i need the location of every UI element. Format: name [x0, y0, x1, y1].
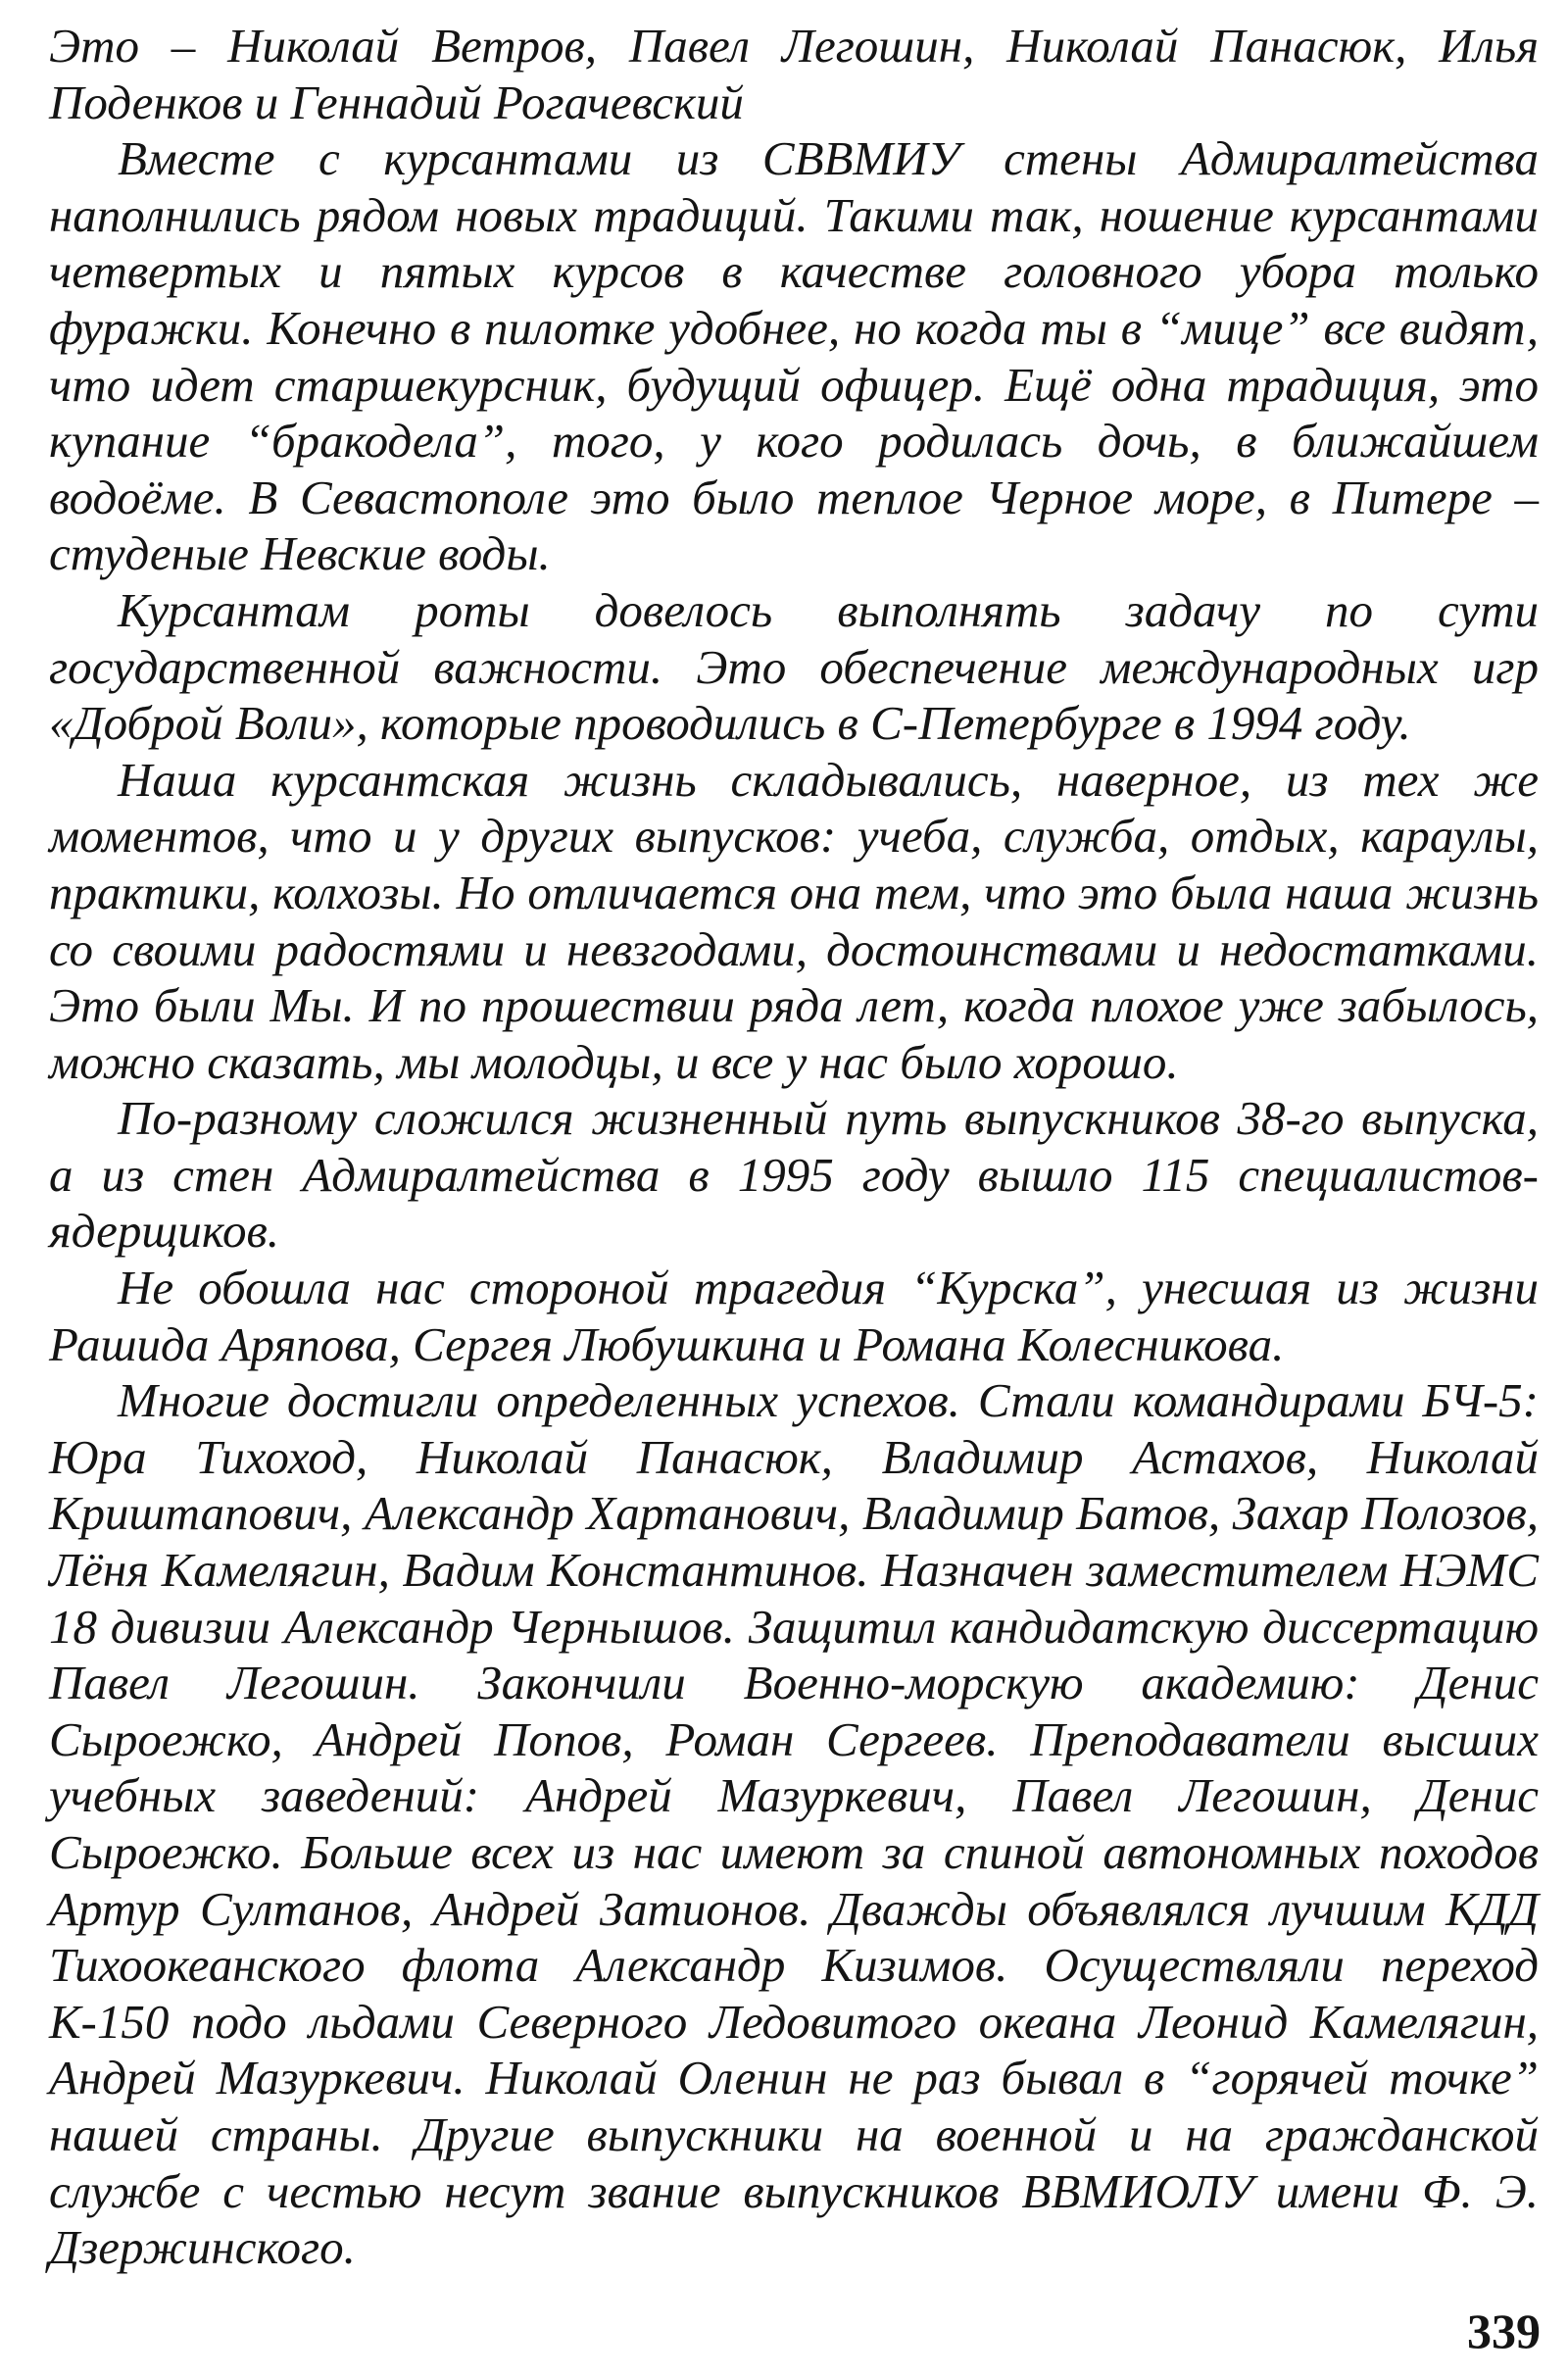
paragraph-achievements: Многие достигли определенных успехов. Стали командирами БЧ-5: Юра Тихоход, Николай Панасюк, Владимир Астахов, Николай Криштапович, Александр Хартанович, Владимир Батов, Захар Полозов, Лёня Камелягин, Вадим Константинов. Назначен заместителем НЭМС 18 дивизии Александр Чернышов. Защитил кандидатскую диссертацию Павел Легошин. Закончили Военно-морскую академию: Денис Сыроежко, Андрей Попов, Роман Сергеев. Преподаватели высших учебных заведений: Андрей Мазуркевич, Павел Легошин, Денис Сыроежко. Больше всех из нас имеют за спиной автономных походов Артур Султанов, Андрей Затионов. Дважды объявлялся лучшим КДД Тихоокеанского флота Александр Кизимов. Осуществляли переход К-150 подо льдами Северного Ледовитого океана Леонид Камелягин, Андрей Мазуркевич. Николай Оленин не раз бывал в “горячей точке” нашей страны. Другие выпускники на военной и на гражданской службе с честью несут звание выпускников ВВМИОЛУ имени Ф. Э. Дзержинского. — [49, 1373, 1539, 2275]
page-number: 339 — [1467, 2303, 1541, 2358]
paragraph-cadet-life: Наша курсантская жизнь складывались, наверное, из тех же моментов, что и у других выпусков: учеба, служба, отдых, караулы, практики, колхозы. Но отличается она тем, что это была наша жизнь со своими радостями и невзгодами, достоинствами и недостатками. Это были Мы. И по прошествии ряда лет, когда плохое уже забылось, можно сказать, мы молодцы, и все у нас было хорошо. — [49, 752, 1539, 1089]
body-text — [49, 18, 1539, 2276]
paragraph-photo-caption: Это – Николай Ветров, Павел Легошин, Николай Панасюк, Илья Поденков и Геннадий Рогачевский — [49, 19, 1539, 129]
paragraph-traditions: Вместе с курсантами из СВВМИУ стены Адмиралтейства наполнились рядом новых традиций. Такими так, ношение курсантами четвертых и пятых курсов в качестве головного убора только фуражки. Конечно в пилотке удобнее, но когда ты в “мице” все видят, что идет старшекурсник, будущий офицер. Ещё одна традиция, это купание “бракодела”, того, у кого родилась дочь, в ближайшем водоёме. В Севастополе это было теплое Черное море, в Питере – студеные Невские воды. — [49, 131, 1539, 581]
paragraph-graduates: По-разному сложился жизненный путь выпускников 38-го выпуска, а из стен Адмиралтейства в 1995 году вышло 115 специалистов-ядерщиков. — [49, 1091, 1539, 1259]
paragraph-goodwill-games: Курсантам роты довелось выполнять задачу по сути государственной важности. Это обеспечение международных игр «Доброй Воли», которые проводились в С-Петербурге в 1994 году. — [49, 582, 1539, 751]
paragraph-kursk: Не обошла нас стороной трагедия “Курска”, унесшая из жизни Рашида Аряпова, Сергея Любушкина и Романа Колесникова. — [49, 1261, 1539, 1371]
